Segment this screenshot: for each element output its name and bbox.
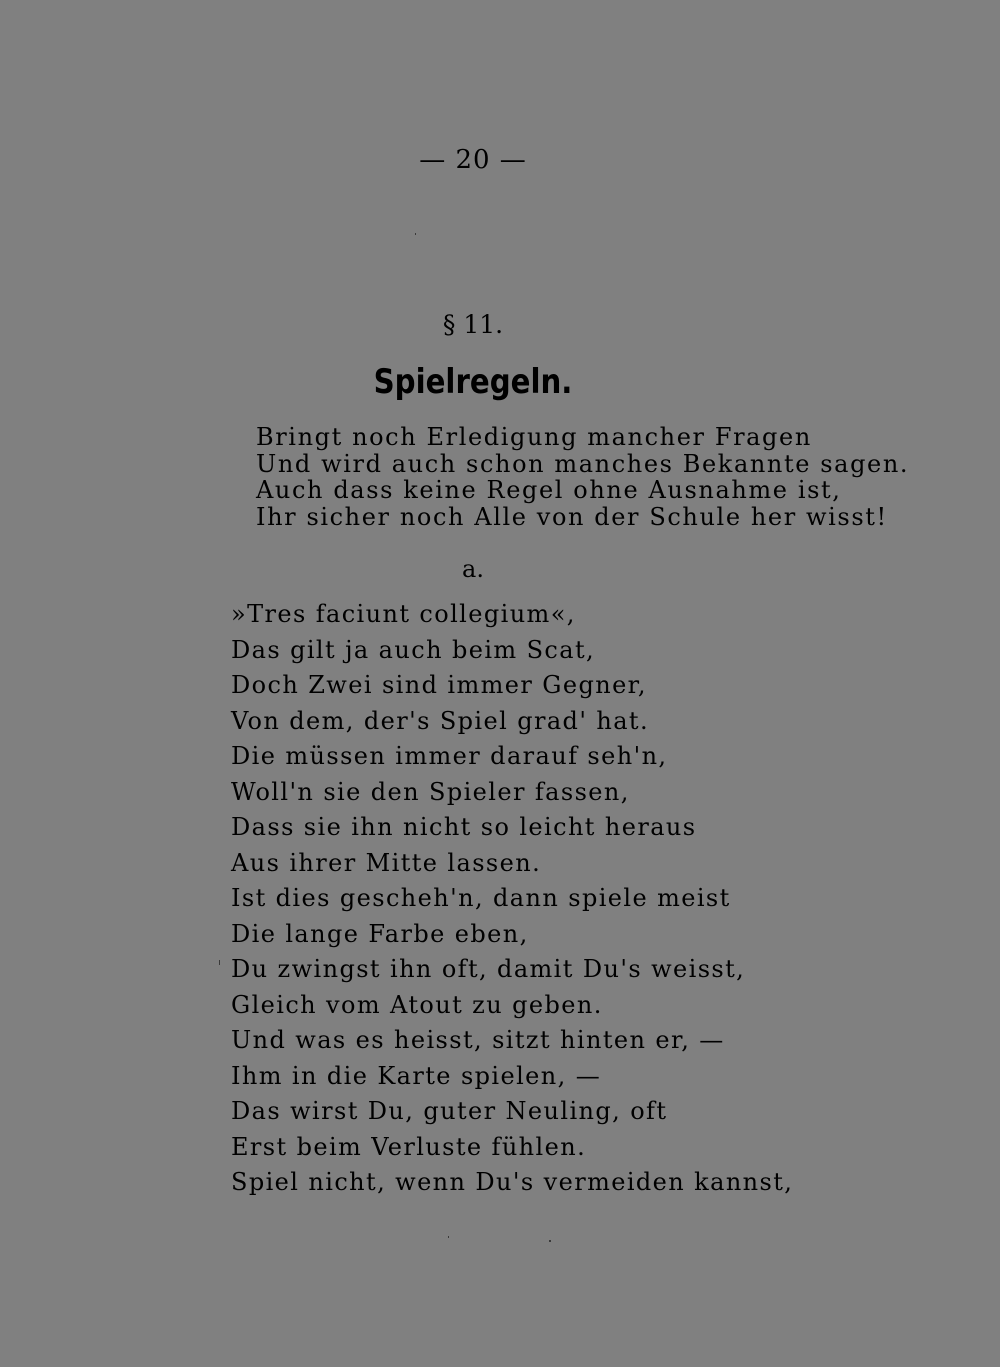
poem-line: Von dem, der's Spiel grad' hat. (231, 706, 649, 735)
scan-speck (549, 1240, 551, 1242)
poem-line: Doch Zwei sind immer Gegner, (231, 671, 647, 699)
motto-verse (256, 424, 909, 530)
scan-speck (448, 1236, 449, 1238)
poem (231, 597, 793, 1201)
poem-line: Spiel nicht, wenn Du's vermeiden kannst, (231, 1168, 794, 1196)
motto-line: Bringt noch Erledigung mancher Fragen (256, 423, 812, 451)
motto-line: Und wird auch schon manches Bekannte sagen. (256, 449, 910, 478)
scan-speck (415, 233, 416, 235)
poem-line: Und was es heisst, sitzt hinten er, — (231, 1026, 725, 1054)
poem-line: Die lange Farbe eben, (231, 919, 529, 948)
poem-line: Das gilt ja auch beim Scat, (231, 635, 596, 664)
poem-line: Woll'n sie den Spieler fassen, (231, 777, 630, 806)
poem-line: Gleich vom Atout zu geben. (231, 990, 603, 1019)
scan-speck (219, 960, 220, 965)
poem-line: »Tres faciunt collegium«, (231, 600, 576, 628)
page-number: — 20 — (419, 145, 527, 175)
section-title: Spielregeln. (373, 362, 573, 402)
poem-line: Die müssen immer darauf seh'n, (231, 742, 668, 770)
motto-line: Ihr sicher noch Alle von der Schule her wisst! (256, 502, 888, 531)
poem-line: Ihm in die Karte spielen, — (231, 1061, 602, 1090)
section-number: § 11. (442, 310, 504, 339)
poem-line: Dass sie ihn nicht so leicht heraus (231, 813, 697, 841)
poem-line: Du zwingst ihn oft, damit Du's weisst, (231, 955, 746, 983)
poem-line: Das wirst Du, guter Neuling, oft (231, 1097, 668, 1125)
motto-line: Auch dass keine Regel ohne Ausnahme ist, (256, 476, 842, 504)
poem-line: Ist dies gescheh'n, dann spiele meist (231, 884, 731, 912)
subsection-label: a. (462, 555, 484, 583)
poem-line: Erst beim Verluste fühlen. (231, 1132, 587, 1161)
poem-line: Aus ihrer Mitte lassen. (231, 848, 542, 877)
